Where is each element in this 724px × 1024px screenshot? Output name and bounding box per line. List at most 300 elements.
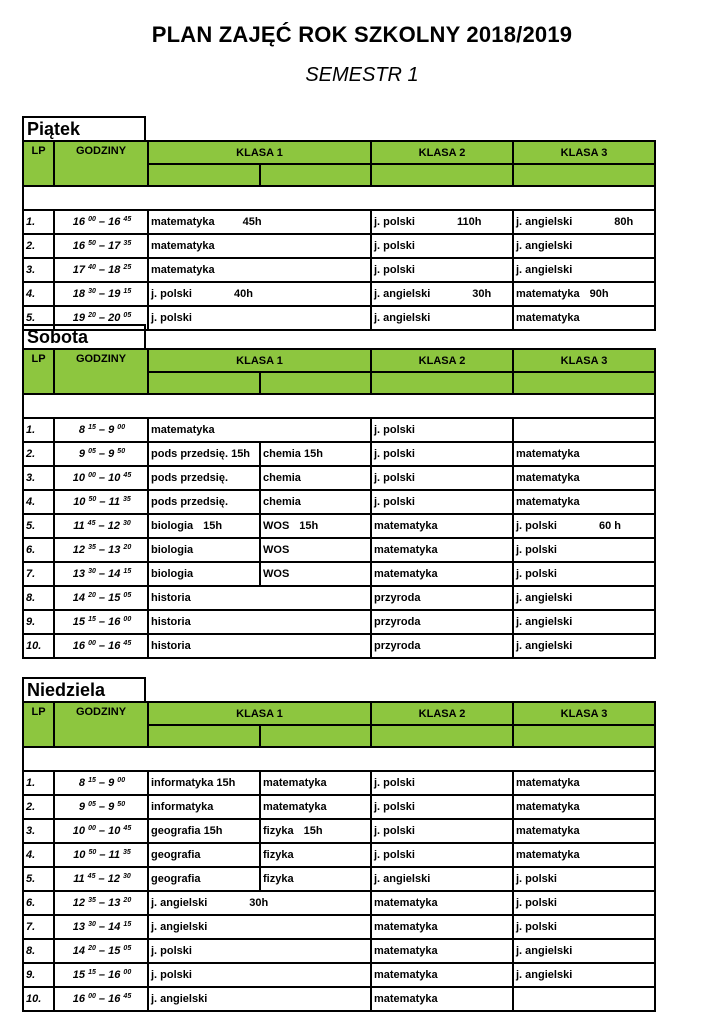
- subject-name: matematyka: [374, 897, 438, 909]
- spacer-cell: [23, 186, 655, 210]
- time-end-hour: 20: [108, 312, 121, 324]
- time-cell: [54, 771, 148, 795]
- time-end-hour: 19: [108, 288, 121, 300]
- time-start-hour: 13: [72, 568, 86, 580]
- subject-name: pods przedsię.: [151, 472, 229, 484]
- time-cell: [54, 562, 148, 586]
- klasa-2-cell: [371, 771, 513, 795]
- time-end-minute: 15: [123, 288, 132, 295]
- hours-count: 15h: [299, 520, 319, 532]
- subject-name: matematyka: [516, 849, 580, 861]
- time-separator: –: [95, 424, 109, 436]
- header-klasa-2: KLASA 2: [371, 349, 513, 372]
- time-start-minute: 15: [88, 616, 96, 623]
- time-separator: –: [95, 312, 109, 324]
- time-cell: [54, 939, 148, 963]
- klasa-1b-cell: [260, 538, 371, 562]
- table-row: [23, 282, 655, 306]
- table-row: [23, 538, 655, 562]
- subject-name: j. angielski: [516, 264, 573, 276]
- klasa-1b-cell: [260, 442, 371, 466]
- subject-name: matematyka: [374, 945, 438, 957]
- table-row: [23, 795, 655, 819]
- subject-name: j. polski: [151, 945, 192, 957]
- time-start-hour: 15: [72, 616, 86, 628]
- klasa-2-cell: [371, 867, 513, 891]
- lp-cell: 1.: [23, 771, 54, 795]
- spacer-cell: [23, 394, 655, 418]
- time-end-hour: 17: [108, 240, 121, 252]
- header-godziny: GODZINY: [54, 702, 148, 747]
- time-start-minute: 00: [88, 825, 96, 832]
- klasa-1a-cell: [148, 514, 260, 538]
- time-end-minute: 35: [123, 240, 132, 247]
- lp-cell: 2.: [23, 234, 54, 258]
- subject-name: j. polski: [151, 969, 192, 981]
- klasa-1b-cell: [260, 514, 371, 538]
- time-end-hour: 10: [108, 472, 121, 484]
- subject-name: j. angielski: [516, 592, 573, 604]
- time-start-minute: 50: [88, 496, 97, 503]
- hours-count: 40h: [233, 288, 253, 300]
- header-klasa-1b: [260, 725, 371, 747]
- time-start-minute: 20: [88, 945, 96, 952]
- time-separator: –: [95, 873, 108, 885]
- klasa-1b-cell: [260, 562, 371, 586]
- time-end-minute: 00: [123, 969, 132, 976]
- subject-name: j. polski: [374, 801, 415, 813]
- table-row: [23, 867, 655, 891]
- klasa-2-cell: [371, 891, 513, 915]
- klasa-3-cell: [513, 939, 655, 963]
- subject-name: matematyka: [151, 240, 215, 252]
- lp-cell: 3.: [23, 466, 54, 490]
- klasa-1a-cell: [148, 819, 260, 843]
- spacer-cell: [23, 747, 655, 771]
- time-end-hour: 15: [108, 592, 121, 604]
- subject-name: matematyka: [151, 264, 215, 276]
- subject-name: biologia: [151, 568, 194, 580]
- time-end-minute: 20: [123, 897, 132, 904]
- time-end-hour: 16: [108, 216, 121, 228]
- table-row: [23, 634, 655, 658]
- time-end-hour: 11: [108, 496, 120, 508]
- time-end-hour: 12: [107, 520, 120, 532]
- subject-name: matematyka: [516, 825, 580, 837]
- time-cell: [54, 987, 148, 1011]
- klasa-3-cell: [513, 915, 655, 939]
- time-start-minute: 05: [88, 448, 96, 455]
- header-klasa-1: KLASA 1: [148, 349, 371, 372]
- klasa-2-cell: [371, 282, 513, 306]
- time-start-hour: 12: [72, 544, 86, 556]
- klasa-1a-cell: [148, 843, 260, 867]
- klasa-1b-cell: [260, 843, 371, 867]
- time-start-minute: 50: [88, 240, 96, 247]
- subject-name: przyroda: [374, 592, 421, 604]
- hours-count: 45h: [242, 216, 262, 228]
- time-end-hour: 14: [108, 568, 121, 580]
- klasa-1a-cell: [148, 490, 260, 514]
- time-end-minute: 15: [123, 921, 132, 928]
- time-end-minute: 45: [123, 472, 132, 479]
- klasa-1b-cell: [260, 795, 371, 819]
- lp-cell: 6.: [23, 891, 54, 915]
- subject-name: j. polski: [374, 424, 415, 436]
- subject-name: przyroda: [374, 616, 421, 628]
- klasa-3-cell: [513, 466, 655, 490]
- subject-name: matematyka: [374, 993, 438, 1005]
- time-cell: [54, 418, 148, 442]
- time-separator: –: [96, 496, 109, 508]
- subject-name: matematyka: [374, 544, 438, 556]
- klasa-1a-cell: [148, 562, 260, 586]
- header-klasa-3-sub: [513, 372, 655, 394]
- subject-name: j. polski: [374, 825, 415, 837]
- klasa-3-cell: [513, 282, 655, 306]
- time-separator: –: [95, 288, 109, 300]
- header-lp: LP: [23, 349, 54, 394]
- subject-name: j. polski: [374, 216, 415, 228]
- header-klasa-2: KLASA 2: [371, 141, 513, 164]
- time-cell: [54, 466, 148, 490]
- day-label: Niedziela: [22, 677, 146, 701]
- time-start-minute: 15: [88, 424, 96, 431]
- time-start-minute: 20: [88, 312, 96, 319]
- klasa-2-cell: [371, 987, 513, 1011]
- subject-name: j. polski: [516, 544, 557, 556]
- subject-name: geografia 15h: [151, 825, 223, 837]
- time-cell: [54, 490, 148, 514]
- klasa-1b-cell: [260, 490, 371, 514]
- klasa-2-cell: [371, 586, 513, 610]
- klasa-2-cell: [371, 514, 513, 538]
- time-end-hour: 14: [108, 921, 121, 933]
- header-godziny: GODZINY: [54, 141, 148, 186]
- time-separator: –: [95, 777, 109, 789]
- lp-cell: 2.: [23, 795, 54, 819]
- header-row: [23, 702, 655, 725]
- time-cell: [54, 915, 148, 939]
- subject-name: j. polski: [374, 849, 415, 861]
- klasa-1-cell: [148, 258, 371, 282]
- klasa-3-cell: [513, 987, 655, 1011]
- header-klasa-1a: [148, 725, 260, 747]
- klasa-1-cell: [148, 586, 371, 610]
- klasa-1-cell: [148, 891, 371, 915]
- time-end-hour: 13: [108, 897, 121, 909]
- klasa-2-cell: [371, 819, 513, 843]
- lp-cell: 9.: [23, 610, 54, 634]
- lp-cell: 4.: [23, 282, 54, 306]
- time-start-hour: 9: [78, 801, 86, 813]
- lp-cell: 6.: [23, 538, 54, 562]
- time-cell: [54, 258, 148, 282]
- time-separator: –: [95, 216, 109, 228]
- subject-name: biologia: [151, 520, 194, 532]
- time-end-hour: 9: [108, 777, 115, 789]
- subject-name: fizyka: [263, 849, 294, 861]
- time-end-minute: 30: [123, 520, 131, 527]
- subject-name: matematyka: [516, 288, 580, 300]
- subject-name: chemia: [263, 472, 301, 484]
- subject-name: geografia: [151, 849, 201, 861]
- header-klasa-3: KLASA 3: [513, 141, 655, 164]
- time-separator: –: [95, 264, 109, 276]
- time-start-hour: 15: [72, 969, 86, 981]
- time-cell: [54, 282, 148, 306]
- time-end-minute: 30: [123, 873, 131, 880]
- klasa-1-cell: [148, 234, 371, 258]
- time-start-hour: 17: [72, 264, 86, 276]
- lp-cell: 3.: [23, 258, 54, 282]
- lp-cell: 5.: [23, 867, 54, 891]
- klasa-3-cell: [513, 771, 655, 795]
- subject-name: pods przedsię. 15h: [151, 448, 251, 460]
- klasa-2-cell: [371, 418, 513, 442]
- time-start-minute: 30: [88, 921, 96, 928]
- time-separator: –: [95, 825, 109, 837]
- lp-cell: 10.: [23, 634, 54, 658]
- time-end-minute: 15: [123, 568, 132, 575]
- time-start-hour: 10: [72, 472, 86, 484]
- time-end-minute: 45: [123, 825, 132, 832]
- time-end-minute: 00: [123, 616, 132, 623]
- time-start-hour: 10: [73, 496, 86, 508]
- time-end-hour: 9: [108, 801, 115, 813]
- subject-name: informatyka: [151, 801, 214, 813]
- klasa-1-cell: [148, 210, 371, 234]
- lp-cell: 7.: [23, 915, 54, 939]
- klasa-1-cell: [148, 282, 371, 306]
- klasa-1b-cell: [260, 867, 371, 891]
- table-row: [23, 466, 655, 490]
- klasa-3-cell: [513, 610, 655, 634]
- time-start-minute: 15: [88, 777, 96, 784]
- time-start-hour: 16: [72, 216, 86, 228]
- time-separator: –: [95, 568, 109, 580]
- header-klasa-1: KLASA 1: [148, 702, 371, 725]
- time-separator: –: [95, 897, 109, 909]
- time-start-minute: 00: [88, 993, 96, 1000]
- time-start-hour: 9: [78, 448, 86, 460]
- time-end-minute: 25: [123, 264, 132, 271]
- lp-cell: 1.: [23, 210, 54, 234]
- header-klasa-2-sub: [371, 372, 513, 394]
- time-end-hour: 18: [108, 264, 121, 276]
- subject-name: j. angielski: [374, 873, 431, 885]
- lp-cell: 7.: [23, 562, 54, 586]
- klasa-3-cell: [513, 418, 655, 442]
- time-start-minute: 05: [88, 801, 96, 808]
- subject-name: WOS: [263, 544, 290, 556]
- klasa-2-cell: [371, 210, 513, 234]
- lp-cell: 4.: [23, 843, 54, 867]
- klasa-1-cell: [148, 418, 371, 442]
- time-cell: [54, 234, 148, 258]
- lp-cell: 5.: [23, 306, 54, 330]
- time-separator: –: [95, 448, 109, 460]
- hours-count: 30h: [249, 897, 269, 909]
- time-start-hour: 14: [72, 592, 86, 604]
- subject-name: matematyka: [516, 472, 580, 484]
- page-title: PLAN ZAJĘĆ ROK SZKOLNY 2018/2019: [151, 22, 573, 47]
- header-lp: LP: [23, 702, 54, 747]
- time-separator: –: [95, 616, 109, 628]
- header-lp: LP: [23, 141, 54, 186]
- header-klasa-3-sub: [513, 725, 655, 747]
- time-start-hour: 16: [72, 240, 86, 252]
- time-separator: –: [96, 849, 109, 861]
- hours-count: 60 h: [598, 520, 621, 532]
- subject-name: j. polski: [374, 472, 415, 484]
- table-row: [23, 939, 655, 963]
- table-row: [23, 819, 655, 843]
- table-row: [23, 987, 655, 1011]
- subject-name: j. polski: [374, 448, 415, 460]
- lp-cell: 9.: [23, 963, 54, 987]
- time-end-hour: 16: [108, 993, 121, 1005]
- header-klasa-1b: [260, 372, 371, 394]
- klasa-1-cell: [148, 987, 371, 1011]
- klasa-1a-cell: [148, 867, 260, 891]
- subject-name: matematyka: [516, 496, 580, 508]
- subject-name: j. polski: [151, 312, 192, 324]
- table-row: [23, 562, 655, 586]
- table-row: [23, 258, 655, 282]
- table-row: [23, 210, 655, 234]
- klasa-3-cell: [513, 490, 655, 514]
- time-cell: [54, 634, 148, 658]
- time-start-hour: 12: [72, 897, 86, 909]
- time-start-hour: 10: [72, 825, 86, 837]
- subject-name: WOS: [263, 568, 290, 580]
- lp-cell: 2.: [23, 442, 54, 466]
- time-separator: –: [95, 969, 109, 981]
- time-end-minute: 20: [123, 544, 132, 551]
- time-start-hour: 16: [72, 640, 86, 652]
- header-klasa-3: KLASA 3: [513, 349, 655, 372]
- time-start-hour: 19: [72, 312, 86, 324]
- time-end-minute: 45: [123, 993, 132, 1000]
- subject-name: j. angielski: [516, 616, 573, 628]
- time-end-minute: 50: [117, 801, 126, 808]
- time-separator: –: [95, 520, 108, 532]
- subject-name: fizyka: [263, 873, 294, 885]
- klasa-1b-cell: [260, 819, 371, 843]
- klasa-1a-cell: [148, 771, 260, 795]
- time-cell: [54, 610, 148, 634]
- klasa-2-cell: [371, 442, 513, 466]
- day-label: Piątek: [22, 116, 146, 140]
- klasa-1a-cell: [148, 538, 260, 562]
- time-start-hour: 8: [78, 777, 86, 789]
- header-row: [23, 349, 655, 372]
- time-start-minute: 45: [87, 520, 96, 527]
- hours-count: 110h: [456, 216, 482, 228]
- table-row: [23, 891, 655, 915]
- klasa-3-cell: [513, 795, 655, 819]
- time-separator: –: [95, 640, 109, 652]
- time-end-minute: 05: [123, 592, 132, 599]
- subject-name: j. polski: [374, 240, 415, 252]
- lp-cell: 1.: [23, 418, 54, 442]
- klasa-3-cell: [513, 538, 655, 562]
- subject-name: j. polski: [516, 921, 557, 933]
- time-end-hour: 15: [108, 945, 121, 957]
- time-cell: [54, 514, 148, 538]
- time-end-hour: 16: [108, 969, 121, 981]
- subject-name: j. angielski: [374, 312, 431, 324]
- time-start-hour: 13: [72, 921, 86, 933]
- subject-name: j. polski: [374, 496, 415, 508]
- klasa-2-cell: [371, 843, 513, 867]
- klasa-3-cell: [513, 891, 655, 915]
- time-cell: [54, 795, 148, 819]
- subject-name: informatyka 15h: [151, 777, 236, 789]
- header-godziny: GODZINY: [54, 349, 148, 394]
- time-cell: [54, 963, 148, 987]
- page-subtitle: SEMESTR 1: [305, 64, 419, 86]
- subject-name: j. angielski: [374, 288, 431, 300]
- subject-name: biologia: [151, 544, 194, 556]
- table-row: [23, 490, 655, 514]
- subject-name: matematyka: [151, 424, 215, 436]
- time-start-minute: 35: [88, 897, 96, 904]
- klasa-3-cell: [513, 819, 655, 843]
- time-end-minute: 45: [123, 640, 132, 647]
- time-start-minute: 35: [88, 544, 96, 551]
- header-row: [23, 141, 655, 164]
- subject-name: chemia: [263, 496, 301, 508]
- klasa-1-cell: [148, 634, 371, 658]
- klasa-1-cell: [148, 939, 371, 963]
- subject-name: matematyka: [374, 921, 438, 933]
- time-cell: [54, 819, 148, 843]
- time-start-minute: 30: [88, 568, 96, 575]
- header-klasa-2-sub: [371, 164, 513, 186]
- table-row: [23, 843, 655, 867]
- subject-name: przyroda: [374, 640, 421, 652]
- time-start-hour: 11: [73, 520, 85, 532]
- table-row: [23, 586, 655, 610]
- hours-count: 90h: [589, 288, 609, 300]
- time-start-minute: 20: [88, 592, 96, 599]
- time-end-hour: 9: [108, 424, 115, 436]
- klasa-2-cell: [371, 538, 513, 562]
- time-end-hour: 16: [108, 616, 121, 628]
- klasa-2-cell: [371, 634, 513, 658]
- subject-name: historia: [151, 592, 191, 604]
- schedule-table: [22, 348, 656, 659]
- subject-name: j. polski: [516, 897, 557, 909]
- time-end-minute: 35: [123, 496, 131, 503]
- klasa-1-cell: [148, 610, 371, 634]
- table-row: [23, 610, 655, 634]
- lp-cell: 8.: [23, 939, 54, 963]
- time-end-minute: 45: [123, 216, 132, 223]
- klasa-3-cell: [513, 843, 655, 867]
- time-start-minute: 15: [88, 969, 96, 976]
- klasa-2-cell: [371, 939, 513, 963]
- table-row: [23, 514, 655, 538]
- time-cell: [54, 867, 148, 891]
- time-start-minute: 50: [88, 849, 97, 856]
- table-row: [23, 234, 655, 258]
- time-start-minute: 00: [88, 640, 96, 647]
- time-end-minute: 00: [117, 777, 126, 784]
- time-end-minute: 05: [123, 945, 132, 952]
